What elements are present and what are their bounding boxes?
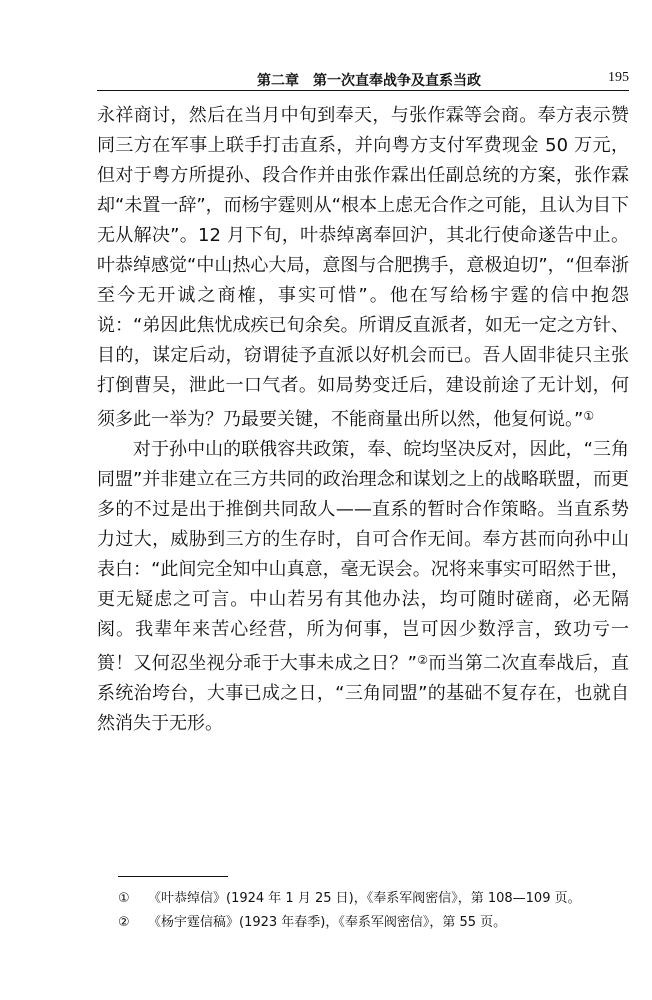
running-header [97,68,629,90]
paragraph-2-text-b: 而当第二次直奉战后，直系统治垮台，大事已成之日，“三角同盟”的基础不复存在，也就自然消失于无形。 [97,653,630,734]
paragraph-1-text: 永祥商讨，然后在当月中旬到奉天，与张作霖等会商。奉方表示赞同三方在军事上联手打击直系，并向粤方支付军费现金 50 万元，但对于粤方所提孙、段合作并由张作霖出任副总统的方案，张作霖却“未置一辞”，而杨宇霆则从“根本上虑无合作之可能，且认为目下无从解决”。12 月下旬，叶恭绰离奉回沪，其北行使命遂告中止。叶恭绰感觉“中山热心大局，意图与合肥携手，意极迫切”，“但奉浙至今无开诚之商榷，事实可惜”。他在写给杨宇霆的信中抱怨说：“弟因此焦忧成疾已旬余矣。所谓反直派者，如无一定之方针、目的，谋定后动，窃谓徒予直派以好机会而已。吾人固非徒只主张打倒曹吴，泄此一口气者。如局势变迁后，建设前途了无计划，何须多此一举为？乃最要关键，不能商量出所以然，他复何说。” [97,105,629,430]
footnote-2-text: 《杨宇霆信稿》(1923 年春季)，《奉系军阀密信》，第 55 页。 [148,915,507,930]
footnote-2 [118,911,618,935]
footnote-1-text: 《叶恭绰信》(1924 年 1 月 25 日)，《奉系军阀密信》，第 108—109 页。 [148,891,581,906]
paragraph-1 [97,101,629,435]
footnote-1 [118,887,618,911]
footnote-ref-1: ① [583,409,595,423]
body-text [97,101,629,739]
footnote-2-mark: ② [118,915,130,930]
paragraph-2 [97,435,629,739]
footnote-rule [118,876,228,877]
footnote-ref-2: ② [416,653,429,667]
page-number: 195 [608,70,629,85]
paragraph-2-text-a: 对于孙中山的联俄容共政策，奉、皖均坚决反对，因此，“三角同盟”并非建立在三方共同的政治理念和谋划之上的战略联盟，而更多的不过是出于推倒共同敌人——直系的暂时合作策略。当直系势力过大，威胁到三方的生存时，自可合作无间。奉方甚而向孙中山表白：“此间完全知中山真意，毫无误会。况将来事实可昭然于世，更无疑虑之可言。中山若另有其他办法，均可随时磋商，必无隔阂。我辈年来苦心经营，所为何事，岂可因少数浮言，致功亏一篑！又何忍坐视分乖于大事未成之日？” [97,439,629,674]
footnote-1-mark: ① [118,891,130,906]
header-rule [97,90,629,91]
footnotes [118,887,618,935]
chapter-title: 第二章 第一次直奉战争及直系当政 [257,73,481,89]
